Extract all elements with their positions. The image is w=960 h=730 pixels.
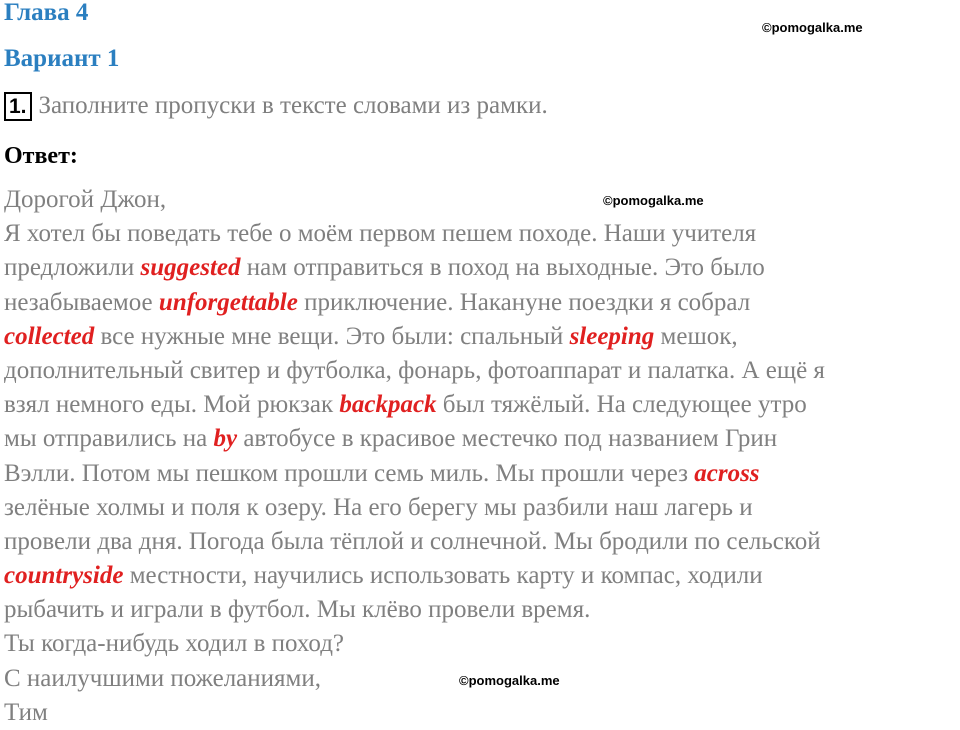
letter-line [4, 593, 954, 627]
letter-line [4, 183, 954, 217]
letter-text-segment: мы отправились на [4, 425, 214, 453]
task-heading [4, 89, 548, 123]
answer-word: unforgettable [158, 288, 298, 316]
letter-text-segment: нам отправиться в поход на выходные. Это было [240, 254, 765, 282]
answer-word: suggested [140, 254, 241, 282]
answer-word: collected [4, 322, 95, 350]
letter-line [4, 457, 954, 491]
letter-text-segment: автобусе в красивое местечко под названием Грин [237, 425, 778, 453]
letter-line [4, 422, 954, 456]
letter-line [4, 354, 954, 388]
answer-word: across [694, 459, 760, 487]
letter-text-segment: Ты когда-нибудь ходил в поход? [4, 630, 345, 658]
watermark: ©pomogalka.me [762, 20, 863, 35]
letter-line [4, 491, 954, 525]
letter-text-segment: местности, научились использовать карту и компас, ходили [123, 562, 763, 590]
letter-line [4, 320, 954, 354]
letter-line [4, 251, 954, 285]
watermark: ©pomogalka.me [459, 673, 560, 688]
letter-text-segment: приключение. Накануне поездки я собрал [297, 288, 751, 316]
task-instruction: Заполните пропуски в тексте словами из рамки. [38, 92, 548, 119]
letter-text-segment: С наилучшими пожеланиями, [4, 664, 321, 692]
answer-word: by [213, 425, 238, 453]
letter-text-segment: зелёные холмы и поля к озеру. На его берегу мы разбили наш лагерь и [4, 493, 753, 521]
answer-word: backpack [339, 391, 437, 419]
letter-line [4, 559, 954, 593]
letter-text-segment: рыбачить и играли в футбол. Мы клёво провели время. [4, 596, 591, 624]
letter-text-segment: дополнительный свитер и футболка, фонарь, фотоаппарат и палатка. А ещё я [4, 356, 825, 384]
letter-text-segment: Вэлли. Потом мы пешком прошли семь миль. Мы прошли через [4, 459, 695, 487]
letter-line [4, 627, 954, 661]
letter-line [4, 286, 954, 320]
letter-text-segment: взял немного еды. Мой рюкзак [4, 391, 340, 419]
letter-text-segment: незабываемое [4, 288, 159, 316]
letter-line [4, 217, 954, 251]
answer-word: sleeping [569, 322, 655, 350]
letter-text [4, 183, 954, 730]
answer-label: Ответ: [4, 143, 78, 169]
letter-text-segment: Тим [4, 698, 48, 726]
task-number: 1. [4, 92, 32, 121]
letter-text-segment: был тяжёлый. На следующее утро [436, 391, 807, 419]
answer-word: countryside [4, 562, 124, 590]
letter-line [4, 696, 954, 730]
variant-title: Вариант 1 [4, 45, 120, 72]
letter-text-segment: Я хотел бы поведать тебе о моём первом пешем походе. Наши учителя [4, 220, 757, 248]
letter-text-segment: Дорогой Джон, [4, 186, 167, 213]
letter-line [4, 388, 954, 422]
chapter-title: Глава 4 [4, 0, 89, 26]
letter-line [4, 525, 954, 559]
letter-text-segment: провели два дня. Погода была тёплой и солнечной. Мы бродили по сельской [4, 527, 821, 555]
watermark: ©pomogalka.me [603, 193, 704, 208]
letter-text-segment: предложили [4, 254, 141, 282]
letter-text-segment: мешок, [654, 322, 738, 350]
letter-text-segment: все нужные мне вещи. Это были: спальный [94, 322, 570, 350]
